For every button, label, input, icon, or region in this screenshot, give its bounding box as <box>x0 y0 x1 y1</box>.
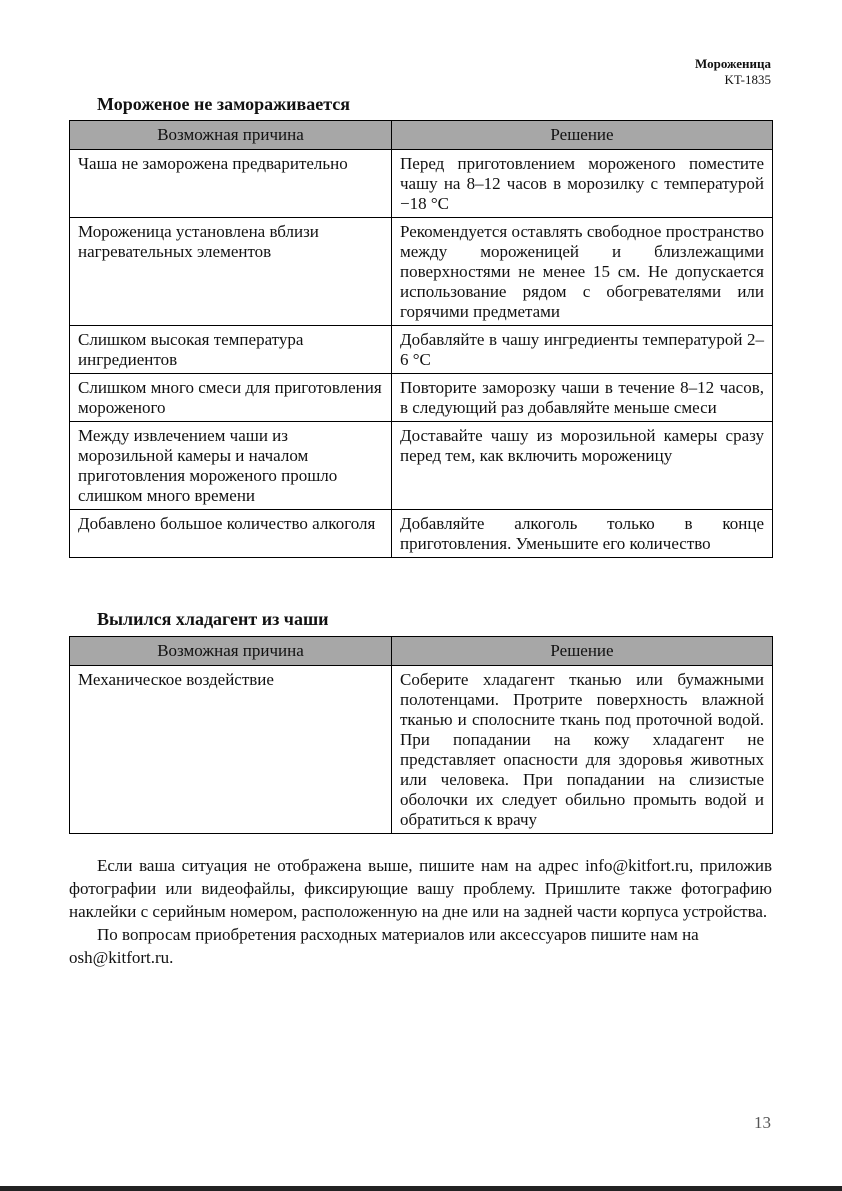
solution-cell: Доставайте чашу из морозильной камеры сразу перед тем, как включить мороженицу <box>392 422 773 510</box>
table-row <box>70 218 773 326</box>
cause-cell: Слишком высокая температура ингредиентов <box>70 326 392 374</box>
cause-cell: Добавлено большое количество алкоголя <box>70 510 392 558</box>
table-row <box>70 326 773 374</box>
solution-cell: Повторите заморозку чаши в течение 8–12 часов, в следующий раз добавляйте меньше смеси <box>392 374 773 422</box>
table-row <box>70 510 773 558</box>
solution-cell: Соберите хладагент тканью или бумажными полотенцами. Протрите поверхность влажной тканью и сполосните ткань под проточной водой. При попадании на кожу хладагент не представляет опасности для здоровья животных или человека. При попадании на слизистые оболочки их следует обильно промыть водой и обратиться к врачу <box>392 666 773 834</box>
table-header-row <box>70 637 773 666</box>
bottom-divider <box>0 1186 842 1191</box>
table-row <box>70 374 773 422</box>
contact-paragraph: Если ваша ситуация не отображена выше, пишите нам на адрес info@kitfort.ru, приложив фотографии или видеофайлы, фиксирующие вашу проблему. Пришлите также фотографию наклейки с серийным номером, расположенную на дне или на задней части корпуса устройства. <box>69 856 772 921</box>
table-header-row <box>70 121 773 150</box>
page-number: 13 <box>754 1113 771 1132</box>
contact-info-block <box>69 854 772 969</box>
table-row <box>70 666 773 834</box>
product-model: KT-1835 <box>724 72 771 87</box>
cause-cell: Между извлечением чаши из морозильной камеры и началом приготовления мороженого прошло слишком много времени <box>70 422 392 510</box>
column-header-cause: Возможная причина <box>70 637 392 666</box>
table-row <box>70 150 773 218</box>
solution-cell: Перед приготовлением мороженого поместите чашу на 8–12 часов в морозилку с температурой −18 °С <box>392 150 773 218</box>
section-title-refrigerant-leak: Вылился хладагент из чаши <box>97 609 329 629</box>
cause-cell: Слишком много смеси для приготовления мороженого <box>70 374 392 422</box>
cause-cell: Механическое воздействие <box>70 666 392 834</box>
column-header-solution: Решение <box>392 121 773 150</box>
table-row <box>70 422 773 510</box>
solution-cell: Рекомендуется оставлять свободное пространство между мороженицей и близлежащими поверхностями не менее 15 см. Не допускается использование рядом с обогревателями или горячими предметами <box>392 218 773 326</box>
column-header-cause: Возможная причина <box>70 121 392 150</box>
solution-cell: Добавляйте алкоголь только в конце приготовления. Уменьшите его количество <box>392 510 773 558</box>
troubleshooting-table-refrigerant-leak <box>69 636 773 834</box>
accessories-paragraph: По вопросам приобретения расходных материалов или аксессуаров пишите нам на osh@kitfort.ru. <box>69 925 699 967</box>
cause-cell: Мороженица установлена вблизи нагревательных элементов <box>70 218 392 326</box>
troubleshooting-table-not-freezing <box>69 120 773 558</box>
page-header <box>695 56 771 88</box>
solution-cell: Добавляйте в чашу ингредиенты температурой 2–6 °С <box>392 326 773 374</box>
column-header-solution: Решение <box>392 637 773 666</box>
cause-cell: Чаша не заморожена предварительно <box>70 150 392 218</box>
section-title-not-freezing: Мороженое не замораживается <box>97 94 351 114</box>
product-name: Мороженица <box>694 56 771 71</box>
